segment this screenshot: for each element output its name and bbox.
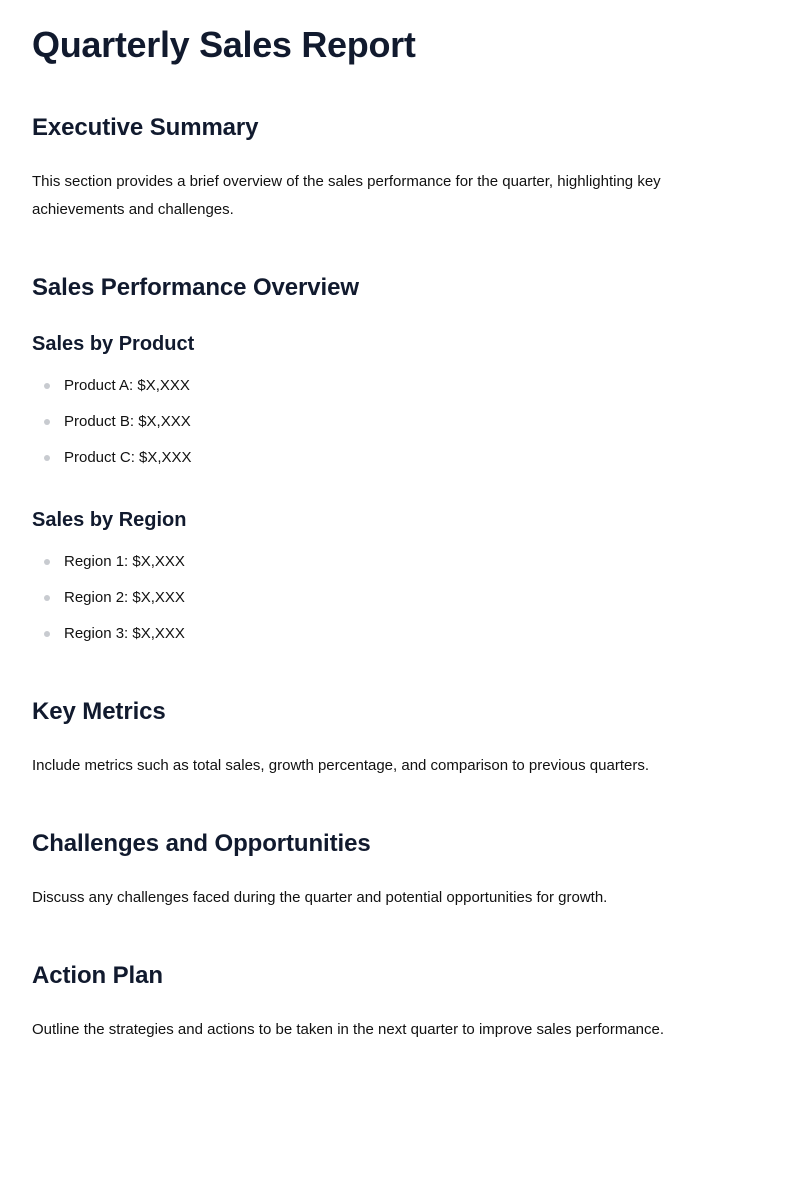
- bullet-icon: [44, 419, 50, 425]
- list-item: [32, 368, 192, 404]
- action-plan-text: Outline the strategies and actions to be taken in the next quarter to improve sales performance.: [32, 1021, 665, 1038]
- sales-by-product-heading: Sales by Product: [32, 333, 195, 355]
- product-sales-item: Product A: $X,XXX: [64, 377, 190, 394]
- bullet-icon: [44, 383, 50, 389]
- list-item: [32, 404, 192, 440]
- region-sales-item: Region 3: $X,XXX: [64, 625, 185, 642]
- page-title: Quarterly Sales Report: [32, 24, 416, 65]
- list-item: [32, 616, 185, 652]
- key-metrics-text: Include metrics such as total sales, growth percentage, and comparison to previous quarters.: [32, 757, 649, 774]
- action-plan-heading: Action Plan: [32, 962, 163, 989]
- product-sales-item: Product B: $X,XXX: [64, 413, 191, 430]
- list-item: [32, 544, 185, 580]
- challenges-heading: Challenges and Opportunities: [32, 830, 371, 857]
- challenges-text: Discuss any challenges faced during the quarter and potential opportunities for growth.: [32, 889, 608, 906]
- product-sales-item: Product C: $X,XXX: [64, 449, 192, 466]
- region-sales-item: Region 2: $X,XXX: [64, 589, 185, 606]
- key-metrics-heading: Key Metrics: [32, 698, 166, 725]
- executive-summary-heading: Executive Summary: [32, 114, 259, 141]
- bullet-icon: [44, 595, 50, 601]
- sales-by-product-list: [32, 368, 192, 476]
- region-sales-item: Region 1: $X,XXX: [64, 553, 185, 570]
- bullet-icon: [44, 559, 50, 565]
- bullet-icon: [44, 455, 50, 461]
- list-item: [32, 580, 185, 616]
- bullet-icon: [44, 631, 50, 637]
- sales-performance-heading: Sales Performance Overview: [32, 274, 359, 301]
- sales-by-region-heading: Sales by Region: [32, 509, 187, 531]
- sales-by-region-list: [32, 544, 185, 652]
- list-item: [32, 440, 192, 476]
- executive-summary-text: This section provides a brief overview of the sales performance for the quarter, highlighting key achievements and challenges.: [32, 173, 661, 218]
